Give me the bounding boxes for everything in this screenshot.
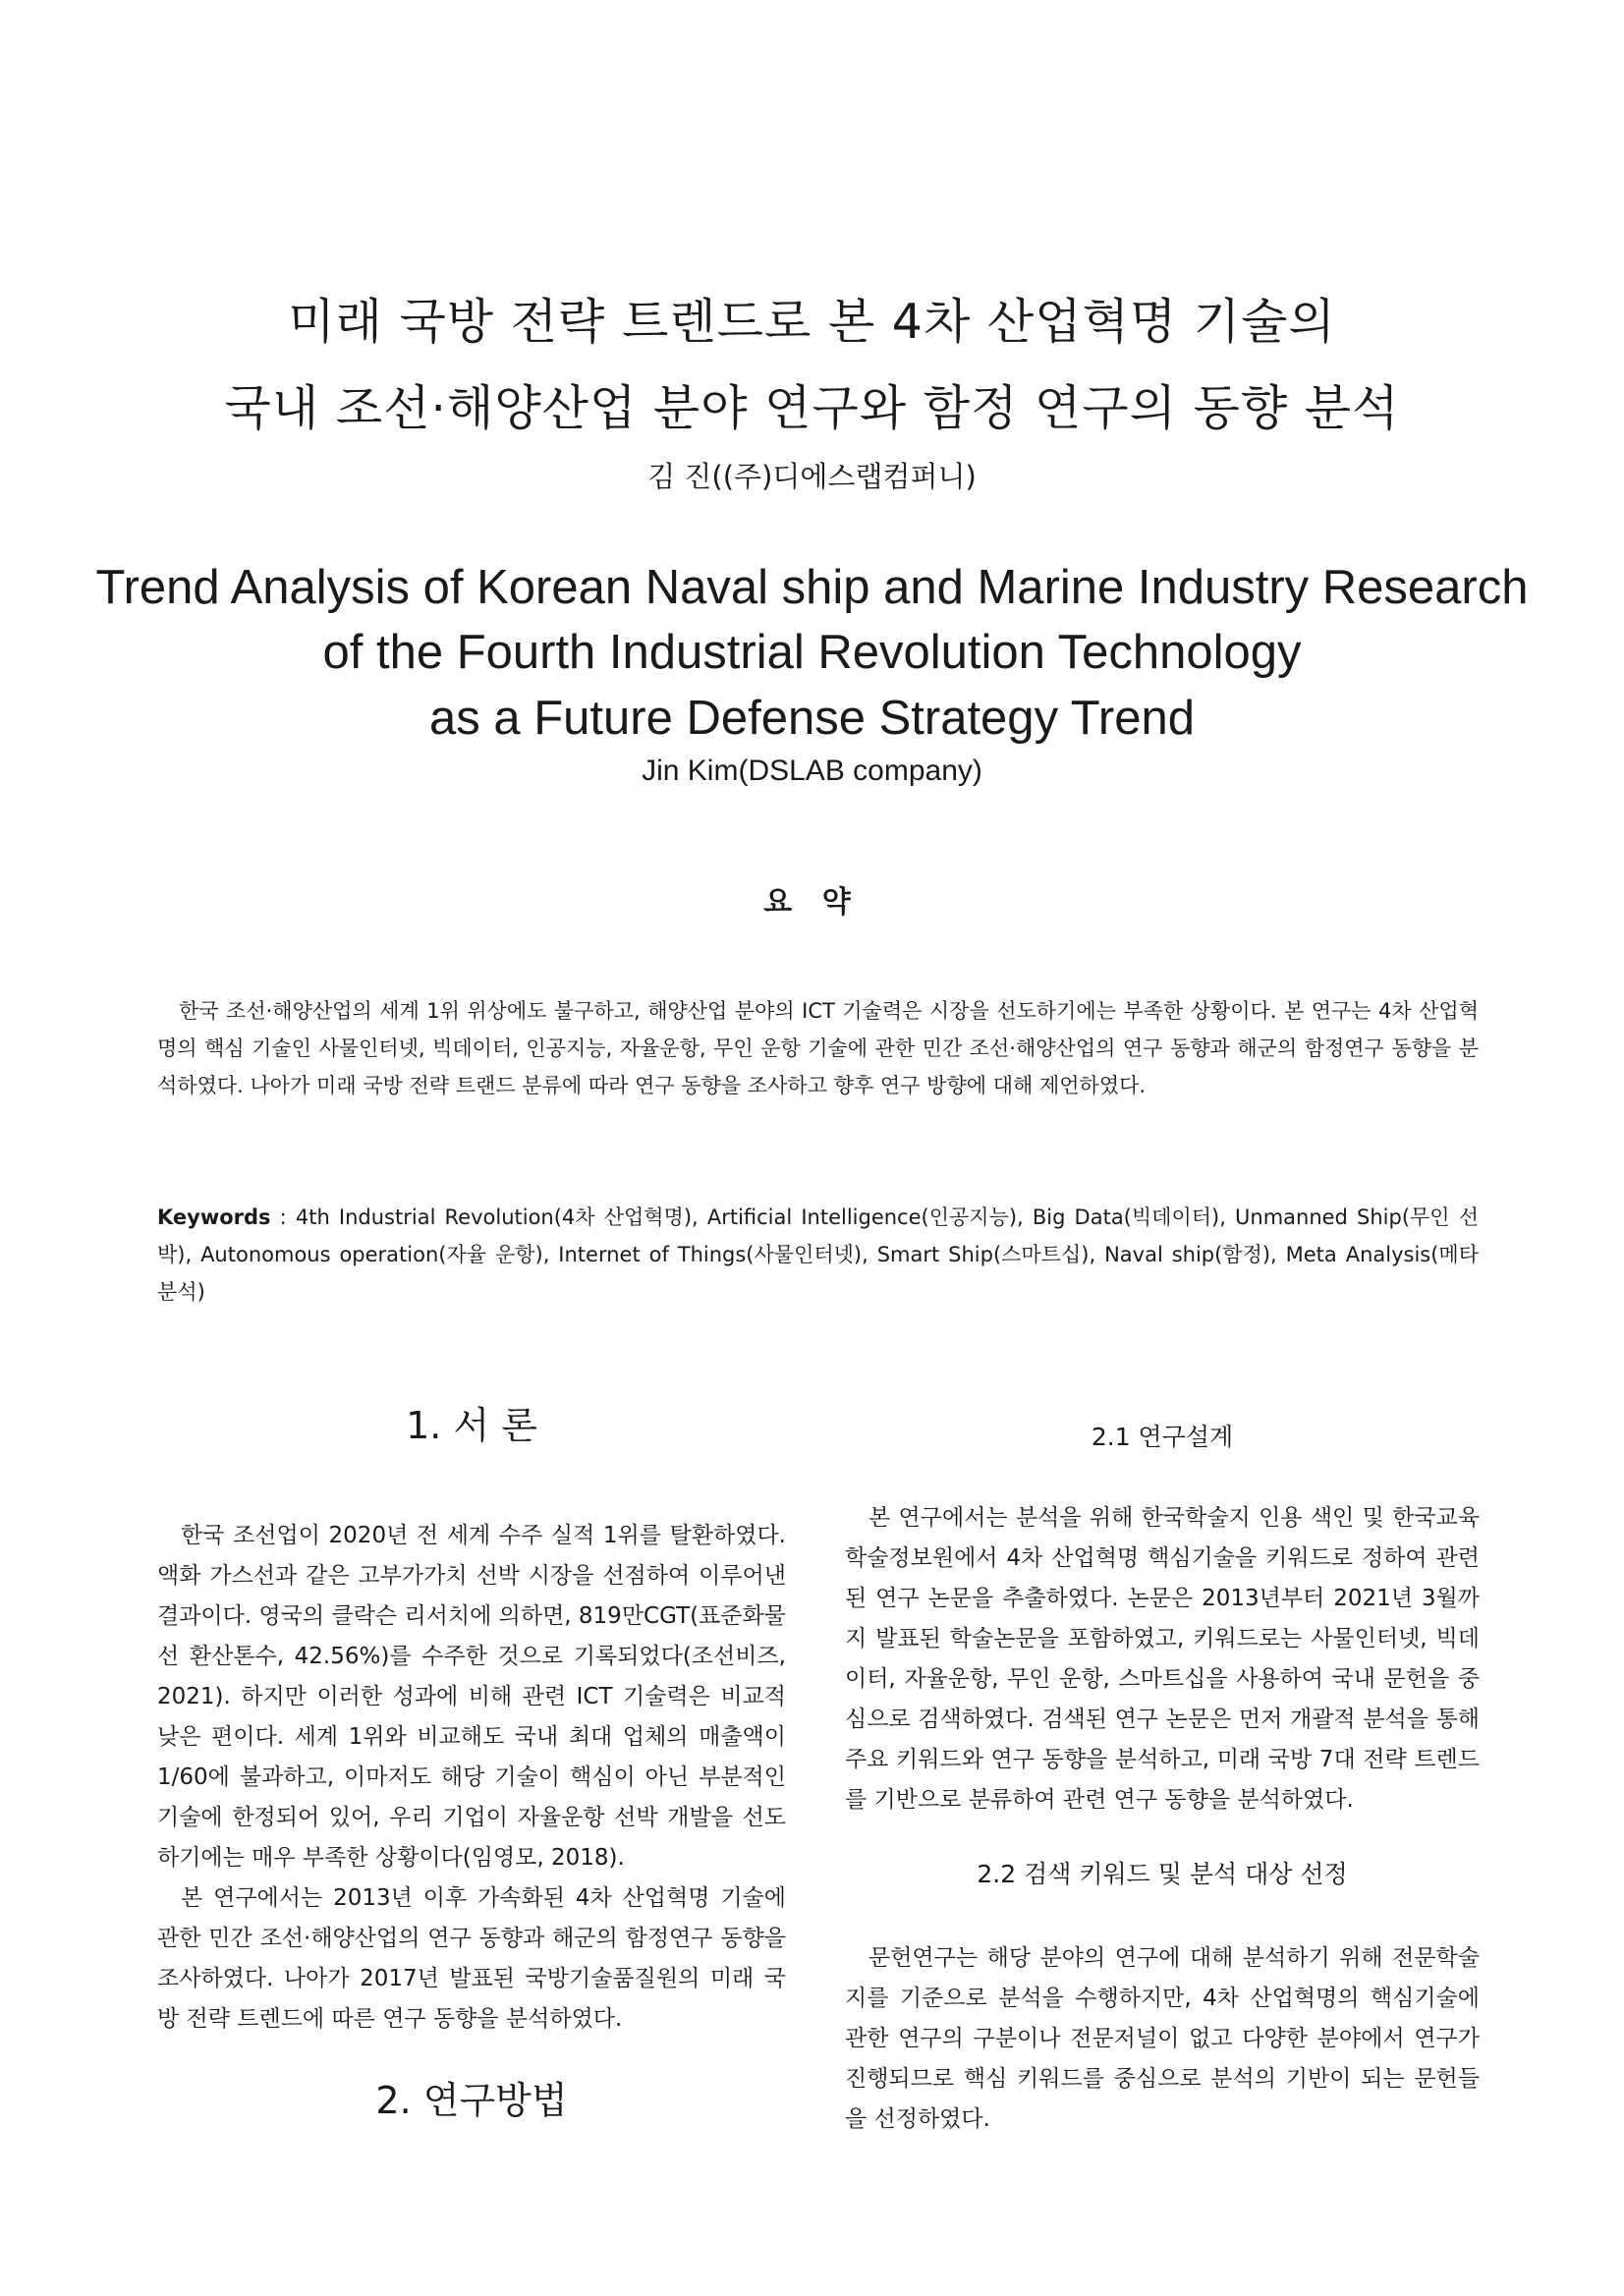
title-en-line2: of the Fourth Industrial Revolution Technology bbox=[322, 626, 1302, 679]
left-column-body bbox=[157, 1516, 786, 2040]
keywords bbox=[157, 1199, 1479, 1311]
title-en-line3: as a Future Defense Strategy Trend bbox=[429, 692, 1195, 745]
keywords-text: : 4th Industrial Revolution(4차 산업혁명), Artificial Intelligence(인공지능), Big Data(빅데이터), Unmanned Ship(무인 선박), Autonomous operation(자율 운항), Internet of Things(사물인터넷), Smart Ship(스마트십), Naval ship(함정), Meta Analysis(메타 분석) bbox=[157, 1205, 1479, 1304]
intro-paragraph-2: 본 연구에서는 2013년 이후 가속화된 4차 산업혁명 기술에 관한 민간 조선·해양산업의 연구 동향과 해군의 함정연구 동향을 조사하였다. 나아가 2017년 발표된 국방기술품질원의 미래 국방 전략 트렌드에 따른 연구 동향을 분석하였다. bbox=[157, 1885, 786, 2032]
subsection-2-1-body bbox=[845, 1498, 1480, 1820]
keywords-label: Keywords bbox=[157, 1205, 271, 1229]
title-en-line1: Trend Analysis of Korean Naval ship and Marine Industry Research bbox=[95, 561, 1529, 614]
section2-heading: 2. 연구방법 bbox=[375, 2079, 568, 2122]
title-ko-line2: 국내 조선·해양산업 분야 연구와 함정 연구의 동향 분석 bbox=[224, 380, 1400, 436]
intro-paragraph-1: 한국 조선업이 2020년 전 세계 수주 실적 1위를 탈환하였다. 액화 가스선과 같은 고부가가치 선박 시장을 선점하여 이루어낸 결과이다. 영국의 클락슨 리서치에 의하면, 819만CGT(표준화물선 환산톤수, 42.56%)를 수주한 것으로 기록되었다(조선비즈, 2021). 하지만 이러한 성과에 비해 관련 ICT 기술력은 비교적 낮은 편이다. 세계 1위와 비교해도 국내 최대 업체의 매출액이 1/60에 불과하고, 이마저도 해당 기술이 핵심이 아닌 부분적인 기술에 한정되어 있어, 우리 기업이 자율운항 선박 개발을 선도하기에는 매우 부족한 상황이다(임영모, 2018). bbox=[157, 1523, 786, 1871]
abstract-heading: 요 약 bbox=[763, 885, 861, 920]
subsection-2-2-heading: 2.2 검색 키워드 및 분석 대상 선정 bbox=[977, 1860, 1348, 1888]
author-ko: 김 진((주)디에스랩컴퍼니) bbox=[647, 460, 977, 493]
research-design-paragraph: 본 연구에서는 분석을 위해 한국학술지 인용 색인 및 한국교육학술정보원에서 4차 산업혁명 핵심기술을 키워드로 정하여 관련된 연구 논문을 추출하였다. 논문은 2013년부터 2021년 3월까지 발표된 학술논문을 포함하였고, 키워드로는 사물인터넷, 빅데이터, 자율운항, 무인 운항, 스마트십을 사용하여 국내 문헌을 중심으로 검색하였다. 검색된 연구 논문은 먼저 개괄적 분석을 통해 주요 키워드와 연구 동향을 분석하고, 미래 국방 7대 전략 트렌드를 기반으로 분류하여 관련 연구 동향을 분석하였다. bbox=[845, 1505, 1480, 1813]
section1-heading: 1. 서 론 bbox=[406, 1404, 537, 1447]
subsection-2-2-body bbox=[845, 1938, 1480, 2140]
subsection-2-1-heading: 2.1 연구설계 bbox=[1091, 1423, 1234, 1451]
abstract-body: 한국 조선·해양산업의 세계 1위 위상에도 불구하고, 해양산업 분야의 ICT 기술력은 시장을 선도하기에는 부족한 상황이다. 본 연구는 4차 산업혁명의 핵심 기술인 사물인터넷, 빅데이터, 인공지능, 자율운항, 무인 운항 기술에 관한 민간 조선·해양산업의 연구 동향과 해군의 함정연구 동향을 분석하였다. 나아가 미래 국방 전략 트랜드 분류에 따라 연구 동향을 조사하고 향후 연구 방향에 대해 제언하였다. bbox=[157, 999, 1479, 1097]
keyword-selection-paragraph: 문헌연구는 해당 분야의 연구에 대해 분석하기 위해 전문학술지를 기준으로 분석을 수행하지만, 4차 산업혁명의 핵심기술에 관한 연구의 구분이나 전문저널이 없고 다양한 분야에서 연구가 진행되므로 핵심 키워드를 중심으로 분석의 기반이 되는 문헌들을 선정하였다. bbox=[845, 1945, 1480, 2132]
title-ko-line1: 미래 국방 전략 트렌드로 본 4차 산업혁명 기술의 bbox=[288, 294, 1336, 350]
author-en: Jin Kim(DSLAB company) bbox=[642, 755, 982, 787]
